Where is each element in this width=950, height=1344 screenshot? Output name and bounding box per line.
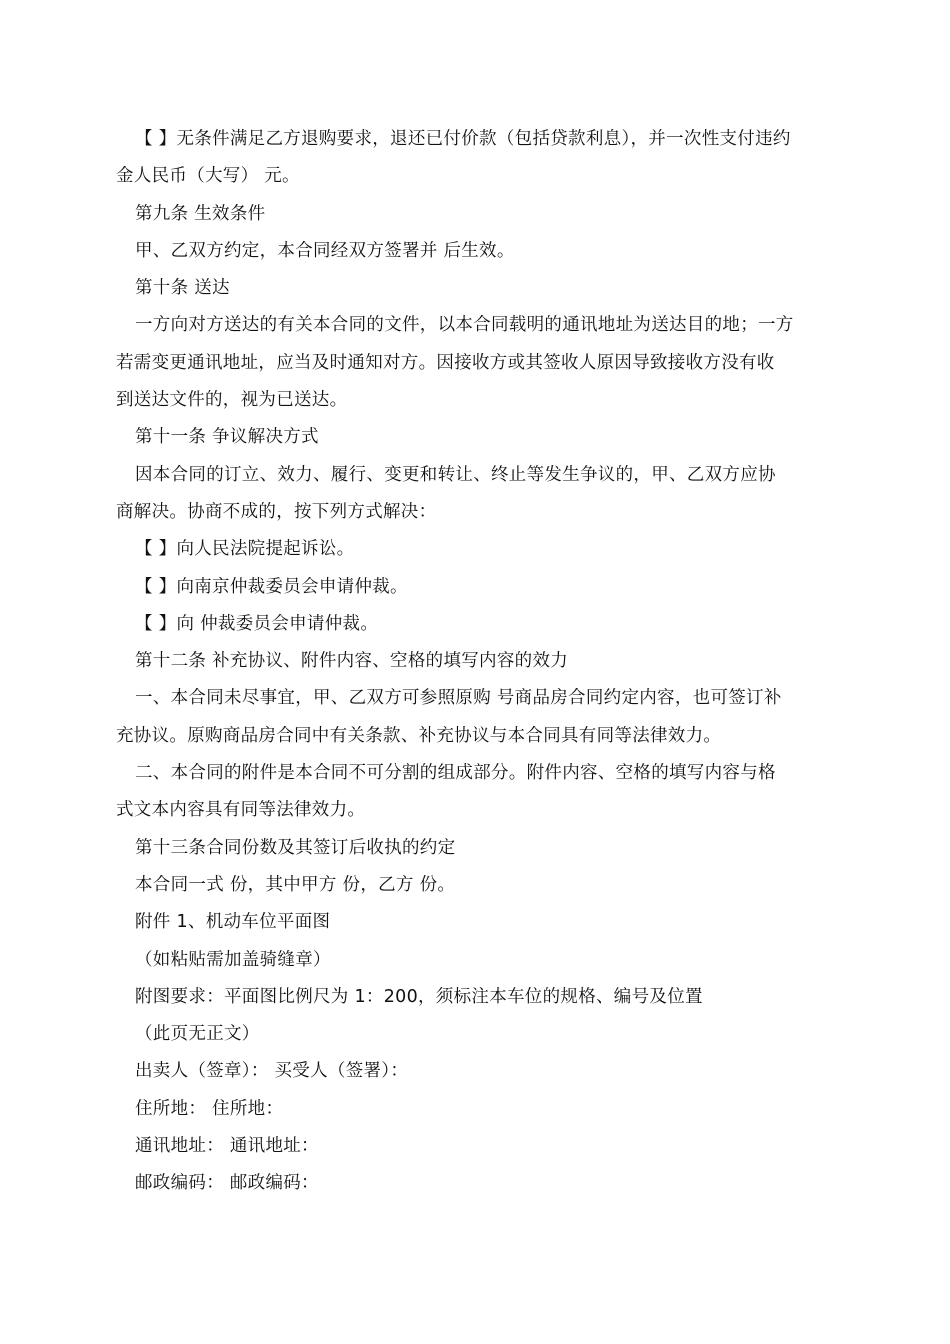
document-line: 出卖人（签章）： 买受人（签署）： (135, 1061, 409, 1082)
document-line: 充协议。原购商品房合同中有关条款、补充协议与本合同具有同等法律效力。 (116, 725, 722, 746)
document-line: 到送达文件的，视为已送达。 (116, 390, 348, 411)
document-line: 因本合同的订立、效力、履行、变更和转让、终止等发生争议的，甲、乙双方应协 (135, 464, 776, 485)
document-line: 附图要求：平面图比例尺为 1：200，须标注本车位的规格、编号及位置 (135, 986, 703, 1007)
document-line: 金人民币（大写） 元。 (116, 166, 300, 187)
document-line: 若需变更通讯地址，应当及时通知对方。因接收方或其签收人原因导致接收方没有收 (116, 352, 775, 373)
document-line: 第十一条 争议解决方式 (135, 427, 319, 448)
document-line: 附件 1、机动车位平面图 (135, 912, 331, 933)
document-line: 【 】无条件满足乙方退购要求，退还已付价款（包括贷款利息），并一次性支付违约 (135, 129, 791, 149)
document-line: 【 】向人民法院提起诉讼。 (135, 539, 355, 560)
document-body (116, 121, 838, 1203)
document-line: 【 】向南京仲裁委员会申请仲裁。 (135, 576, 408, 597)
document-line: 第十条 送达 (135, 278, 230, 299)
document-line: 邮政编码： 邮政编码： (135, 1173, 319, 1194)
document-line: 第十三条合同份数及其签订后收执的约定 (135, 837, 456, 858)
document-line: 甲、乙双方约定，本合同经双方签署并 后生效。 (135, 240, 515, 261)
document-line: 本合同一式 份，其中甲方 份，乙方 份。 (135, 874, 456, 895)
document-line: （此页无正文） (135, 1024, 260, 1045)
document-line: 第十二条 补充协议、附件内容、空格的填写内容的效力 (135, 651, 569, 672)
document-line: 住所地： 住所地： (135, 1098, 284, 1119)
document-line: 商解决。协商不成的，按下列方式解决： (116, 501, 437, 522)
document-line: 通讯地址： 通讯地址： (135, 1136, 319, 1157)
document-line: 一方向对方送达的有关本合同的文件，以本合同载明的通讯地址为送达目的地；一方 (135, 315, 794, 336)
document-line: （如粘贴需加盖骑缝章） (135, 949, 331, 970)
document-line: 一、本合同未尽事宜，甲、乙双方可参照原购 号商品房合同约定内容，也可签订补 (135, 688, 782, 709)
document-line: 式文本内容具有同等法律效力。 (116, 800, 366, 821)
document-line: 第九条 生效条件 (135, 203, 266, 224)
document-line: 【 】向 仲裁委员会申请仲裁。 (135, 613, 379, 634)
document-line: 二、本合同的附件是本合同不可分割的组成部分。附件内容、空格的填写内容与格 (135, 763, 776, 784)
